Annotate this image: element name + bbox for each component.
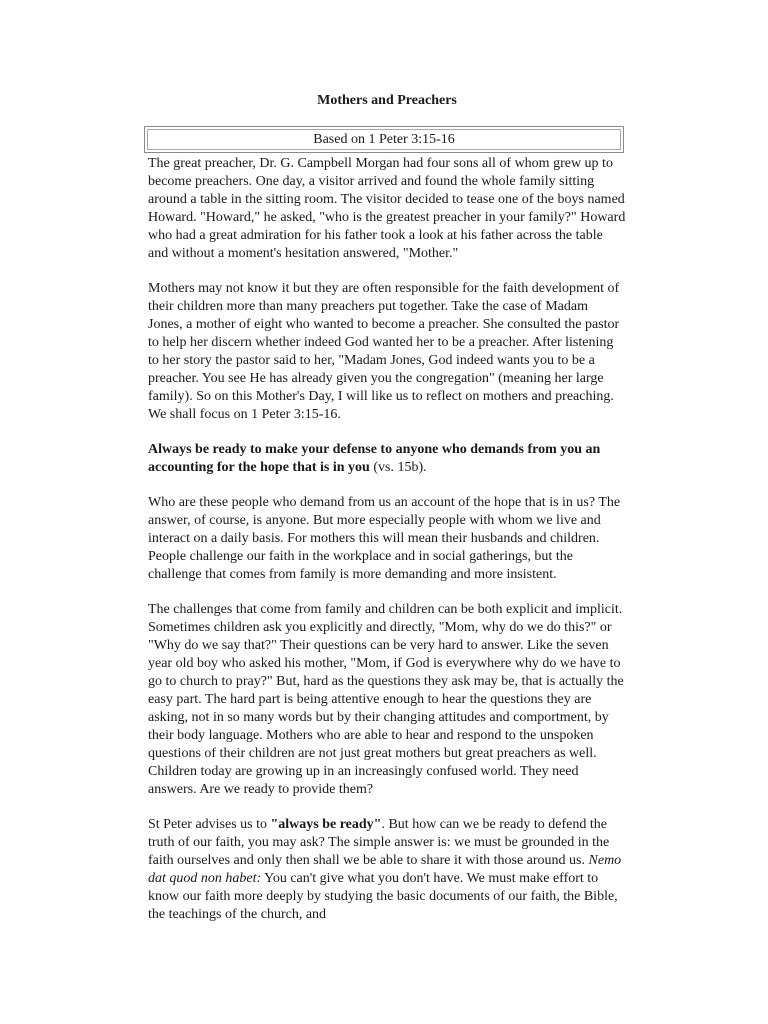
document-body <box>148 155 626 941</box>
paragraph-2: Mothers may not know it but they are often responsible for the faith development of their children more than many preachers put together. Take the case of Madam Jones, a mother of eight who wanted to become a preacher. She consulted the pastor to help her discern whether indeed God wanted her to be a preacher. After listening to her story the pastor said to her, "Madam Jones, God indeed wants you to be a preacher. You see He has already given you the congregation" (meaning her large family). So on this Mother's Day, I will like us to reflect on mothers and preaching. We shall focus on 1 Peter 3:15-16. <box>148 281 620 422</box>
paragraph-1: The great preacher, Dr. G. Campbell Morgan had four sons all of whom grew up to become preachers. One day, a visitor arrived and found the whole family sitting around a table in the sitting room. The visitor decided to tease one of the boys named Howard. "Howard," he asked, "who is the greatest preacher in your family?" Howard who had a great admiration for his father took a look at his father across the table and without a moment's hesitation answered, "Mother." <box>148 156 626 261</box>
paragraph-6-start: St Peter advises us to <box>148 817 271 832</box>
paragraph-5: The challenges that come from family and children can be both explicit and implicit. Sometimes children ask you explicitly and directly, "Mom, why do we do this?" or "Why do we say that?" Their questions can be very hard to answer. Like the seven year old boy who asked his mother, "Mom, if God is everywhere why do we have to go to church to pray?" But, hard as the questions they ask may be, that is actually the easy part. The hard part is being attentive enough to hear the questions they are asking, not in so many words but by their changing attitudes and comportment, by their body language. Mothers who are able to hear and respond to the unspoken questions of their children are not just great mothers but great preachers as well. Children today are growing up in an increasingly confused world. They need answers. Are we ready to provide them? <box>148 602 624 797</box>
subtitle-box <box>144 126 624 153</box>
always-be-ready-quote: "always be ready" <box>270 817 382 832</box>
scripture-quote: Always be ready to make your defense to anyone who demands from you an accounting for the hope that is in you <box>148 442 601 475</box>
latin-phrase: Nemo dat quod non habet: <box>148 853 622 886</box>
paragraph-3 <box>148 441 626 477</box>
paragraph-6 <box>148 816 626 924</box>
document-title: Mothers and Preachers <box>317 93 457 108</box>
scripture-reference: (vs. 15b). <box>369 460 427 475</box>
paragraph-6-end: You can't give what you don't have. We must make effort to know our faith more deeply by studying the basic documents of our faith, the Bible, the teachings of the church, and <box>148 871 618 922</box>
paragraph-4: Who are these people who demand from us an account of the hope that is in us? The answer, of course, is anyone. But more especially people with whom we live and interact on a daily basis. For mothers this will mean their husbands and children. People challenge our faith in the workplace and in social gatherings, but the challenge that comes from family is more demanding and more insistent. <box>148 495 621 582</box>
document-subtitle: Based on 1 Peter 3:15-16 <box>147 129 621 150</box>
paragraph-6-middle: . But how can we be ready to defend the truth of our faith, you may ask? The simple answer is: we must be grounded in the faith ourselves and only then shall we be able to share it with those around us. <box>148 817 610 868</box>
